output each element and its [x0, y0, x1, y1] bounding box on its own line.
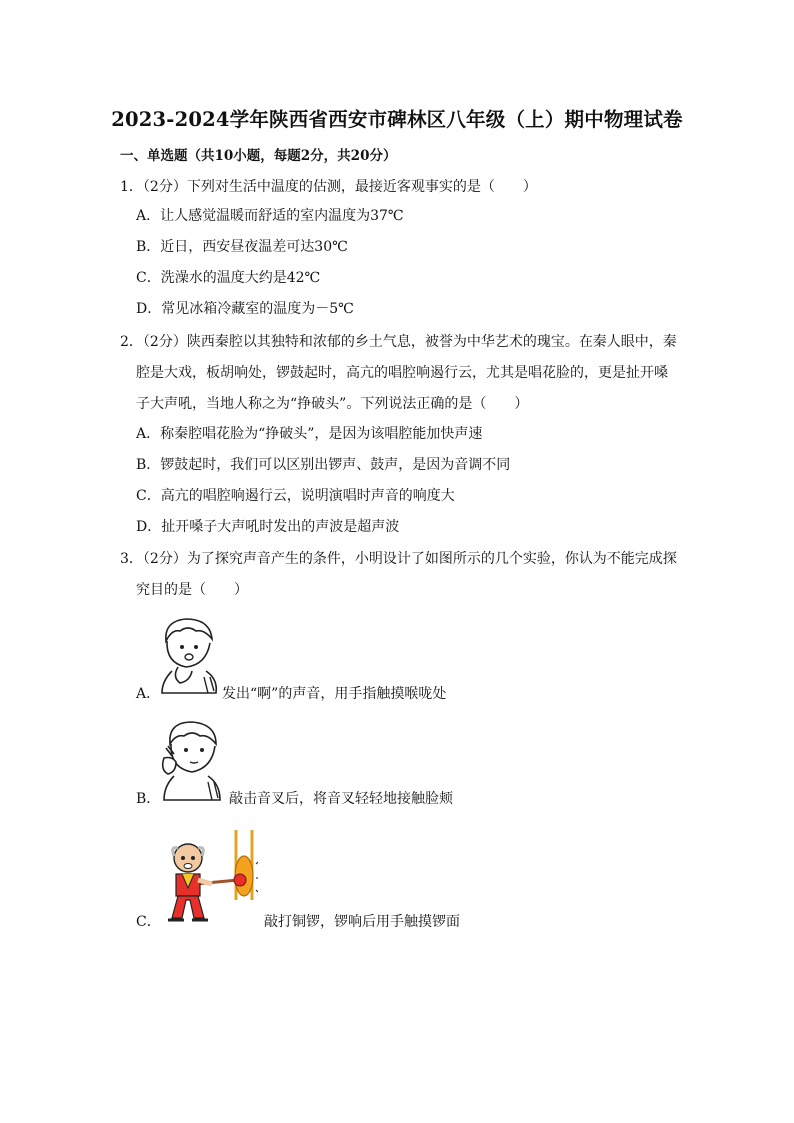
section-heading: 一、单选题（共10小题，每题2分，共20分）	[120, 148, 397, 164]
q3-option-b-text: 敲击音叉后，将音叉轻轻地接触脸颊	[229, 791, 453, 807]
old-man-striking-gong-figure	[160, 828, 258, 928]
q2-stem-line3: 子大声吼，当地人称之为“挣破头”。下列说法正确的是（ ）	[136, 396, 529, 412]
q2-option-a: A．称秦腔唱花脸为“挣破头”，是因为该唱腔能加快声速	[136, 426, 483, 442]
q2-stem-line2: 腔是大戏，板胡响处，锣鼓起时，高亢的唱腔响遏行云，尤其是唱花脸的，更是扯开嗓	[136, 365, 668, 381]
boy-tuning-fork-cheek-figure	[158, 718, 224, 802]
q3-stem-line2: 究目的是（ ）	[136, 582, 248, 598]
q3-option-b-label: B．	[136, 791, 161, 807]
q3-option-a-text: 发出“啊”的声音，用手指触摸喉咙处	[222, 686, 447, 702]
q2-option-b: B．锣鼓起时，我们可以区别出锣声、鼓声，是因为音调不同	[136, 457, 511, 473]
q1-option-b: B．近日，西安昼夜温差可达30℃	[136, 239, 348, 255]
q3-option-a-label: A．	[136, 686, 161, 702]
q1-option-c: C．洗澡水的温度大约是42℃	[136, 270, 321, 286]
page-title: 2023-2024学年陕西省西安市碑林区八年级（上）期中物理试卷	[111, 108, 683, 131]
q2-option-d: D．扯开嗓子大声吼时发出的声波是超声波	[136, 519, 400, 535]
q1-option-a: A．让人感觉温暖而舒适的室内温度为37℃	[136, 208, 404, 224]
q2-option-c: C．高亢的唱腔响遏行云，说明演唱时声音的响度大	[136, 488, 455, 504]
boy-touching-throat-figure	[158, 615, 220, 695]
q1-option-d: D．常见冰箱冷藏室的温度为－5℃	[136, 301, 354, 317]
q2-stem-line1: 2．（2分）陕西秦腔以其独特和浓郁的乡土气息，被誉为中华艺术的瑰宝。在秦人眼中，秦	[120, 334, 677, 350]
q3-option-c-label: C．	[136, 914, 161, 930]
q1-stem: 1．（2分）下列对生活中温度的估测，最接近客观事实的是（ ）	[120, 179, 537, 195]
q3-option-c-text: 敲打铜锣，锣响后用手触摸锣面	[264, 914, 460, 930]
q3-stem-line1: 3．（2分）为了探究声音产生的条件，小明设计了如图所示的几个实验，你认为不能完成探	[120, 551, 677, 567]
